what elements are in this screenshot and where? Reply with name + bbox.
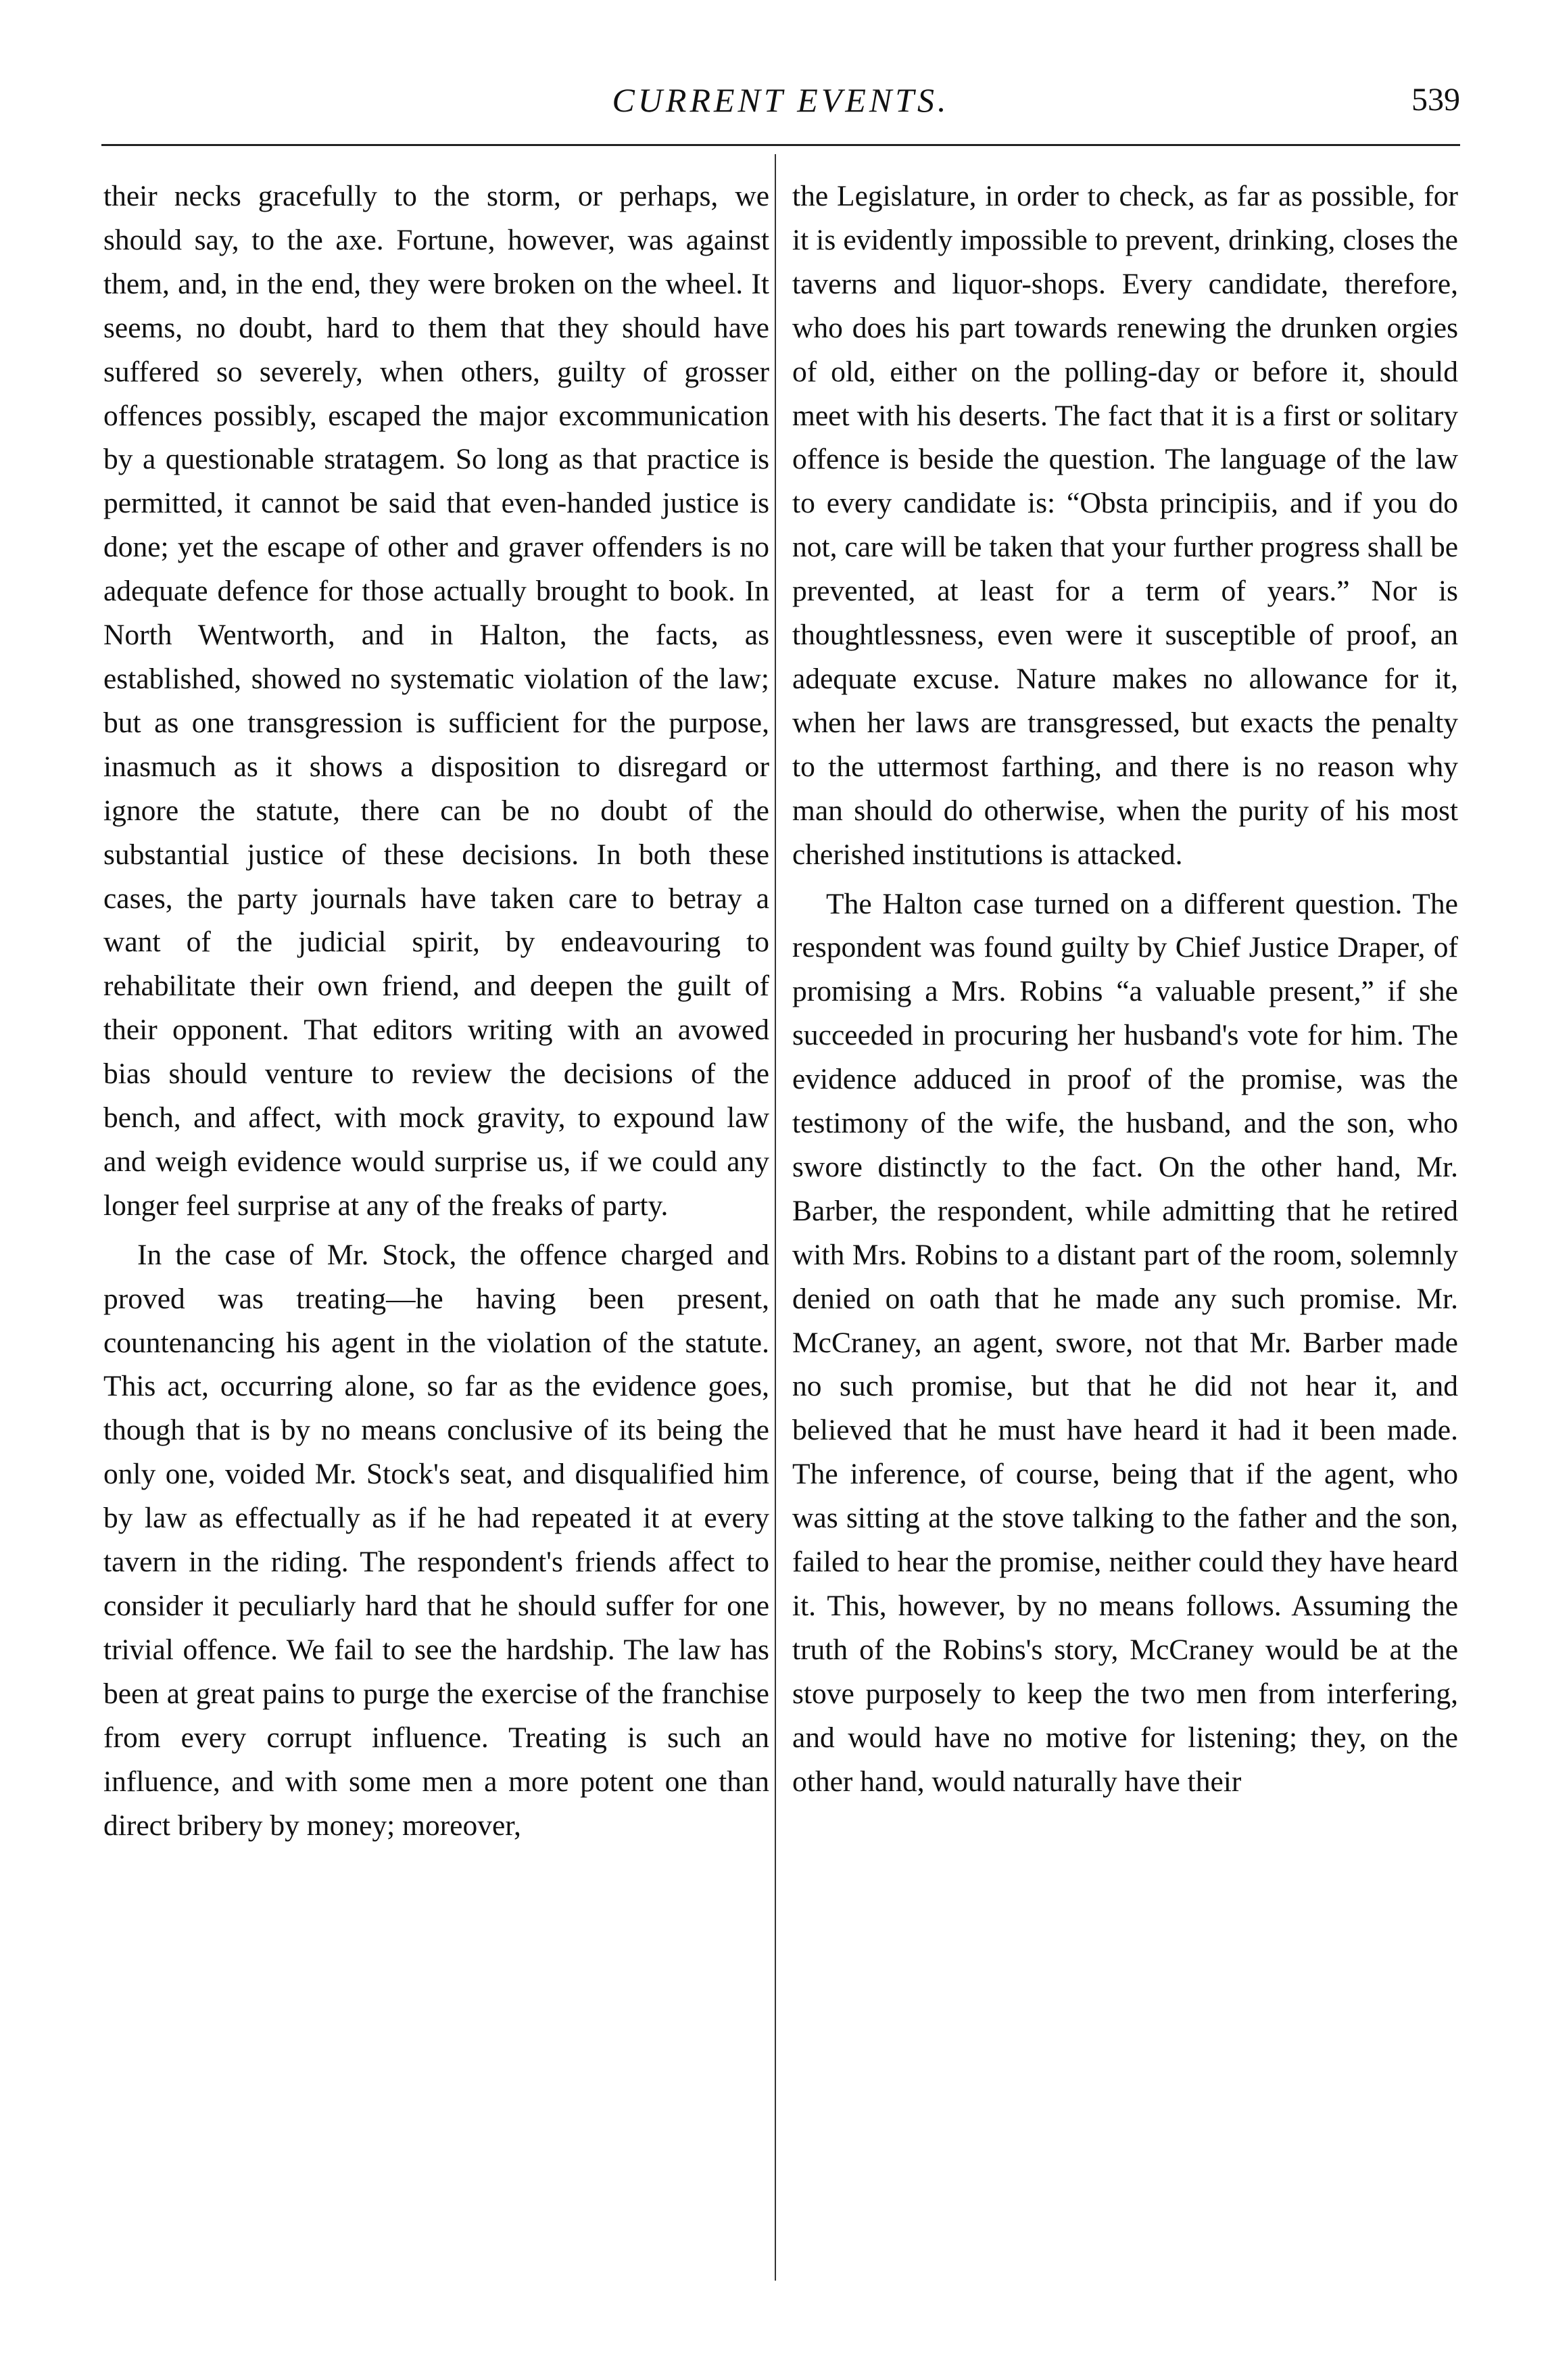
right-paragraph-1: the Legislature, in order to check, as far as possible, for it is evidently impossible to prevent, drinking, closes the taverns and liquor-shops. Every candidate, therefore, who does his part towards renewing the drunken orgies of old, either on the polling-day or before it, should meet with his deserts. The fact that it is a first or solitary offence is beside the question. The language of the law to every candidate is: “Obsta principiis, and if you do not, care will be taken that your further progress shall be prevented, at least for a term of years.” Nor is thoughtlessness, even were it susceptible of proof, an adequate excuse. Nature makes no allowance for it, when her laws are transgressed, but exacts the penalty to the uttermost farthing, and there is no reason why man should do otherwise, when the purity of his most cherished institutions is attacked. [792,180,1458,871]
left-column [103,174,769,1847]
running-head [101,73,1460,127]
right-column [792,174,1458,1804]
left-paragraph-2: In the case of Mr. Stock, the offence charged and proved was treating—he having been present, countenancing his agent in the violation of the statute. This act, occurring alone, so far as the evidence goes, though that is by no means conclusive of its being the only one, voided Mr. Stock's seat, and disqualified him by law as effectually as if he had repeated it at every tavern in the riding. The respondent's friends affect to consider it peculiarly hard that he should suffer for one trivial offence. We fail to see the hardship. The law has been at great pains to purge the exercise of the franchise from every corrupt influence. Treating is such an influence, and with some men a more potent one than direct bribery by money; moreover, [103,1238,769,1842]
header-rule [101,144,1460,146]
column-divider [775,154,776,2281]
page-number: 539 [1411,82,1460,118]
running-title: CURRENT EVENTS. [612,81,950,119]
left-paragraph-1: their necks gracefully to the storm, or perhaps, we should say, to the axe. Fortune, however, was against them, and, in the end, they were broken on the wheel. It seems, no doubt, hard to them that they should have suffered so severely, when others, guilty of grosser offences possibly, escaped the major excommunication by a questionable stratagem. So long as that practice is permitted, it cannot be said that even-handed justice is done; yet the escape of other and graver offenders is no adequate defence for those actually brought to book. In North Wentworth, and in Halton, the facts, as established, showed no systematic violation of the law; but as one transgression is sufficient for the purpose, inasmuch as it shows a disposition to disregard or ignore the statute, there can be no doubt of the substantial justice of these decisions. In both these cases, the party journals have taken care to betray a want of the judicial spirit, by endeavouring to rehabilitate their own friend, and deepen the guilt of their opponent. That editors writing with an avowed bias should venture to review the decisions of the bench, and affect, with mock gravity, to expound law and weigh evidence would surprise us, if we could any longer feel surprise at any of the freaks of party. [103,180,769,1222]
right-paragraph-2: The Halton case turned on a different question. The respondent was found guilty by Chief Justice Draper, of promising a Mrs. Robins “a valuable present,” if she succeeded in procuring her husband's vote for him. The evidence adduced in proof of the promise, was the testimony of the wife, the husband, and the son, who swore distinctly to the fact. On the other hand, Mr. Barber, the respondent, while admitting that he retired with Mrs. Robins to a distant part of the room, solemnly denied on oath that he made any such promise. Mr. McCraney, an agent, swore, not that Mr. Barber made no such promise, but that he did not hear it, and believed that he must have heard it had it been made. The inference, of course, being that if the agent, who was sitting at the stove talking to the father and the son, failed to hear the promise, neither could they have heard it. This, however, by no means follows. Assuming the truth of the Robins's story, McCraney would be at the stove purposely to keep the two men from interfering, and would have no motive for listening; they, on the other hand, would naturally have their [792,887,1458,1798]
